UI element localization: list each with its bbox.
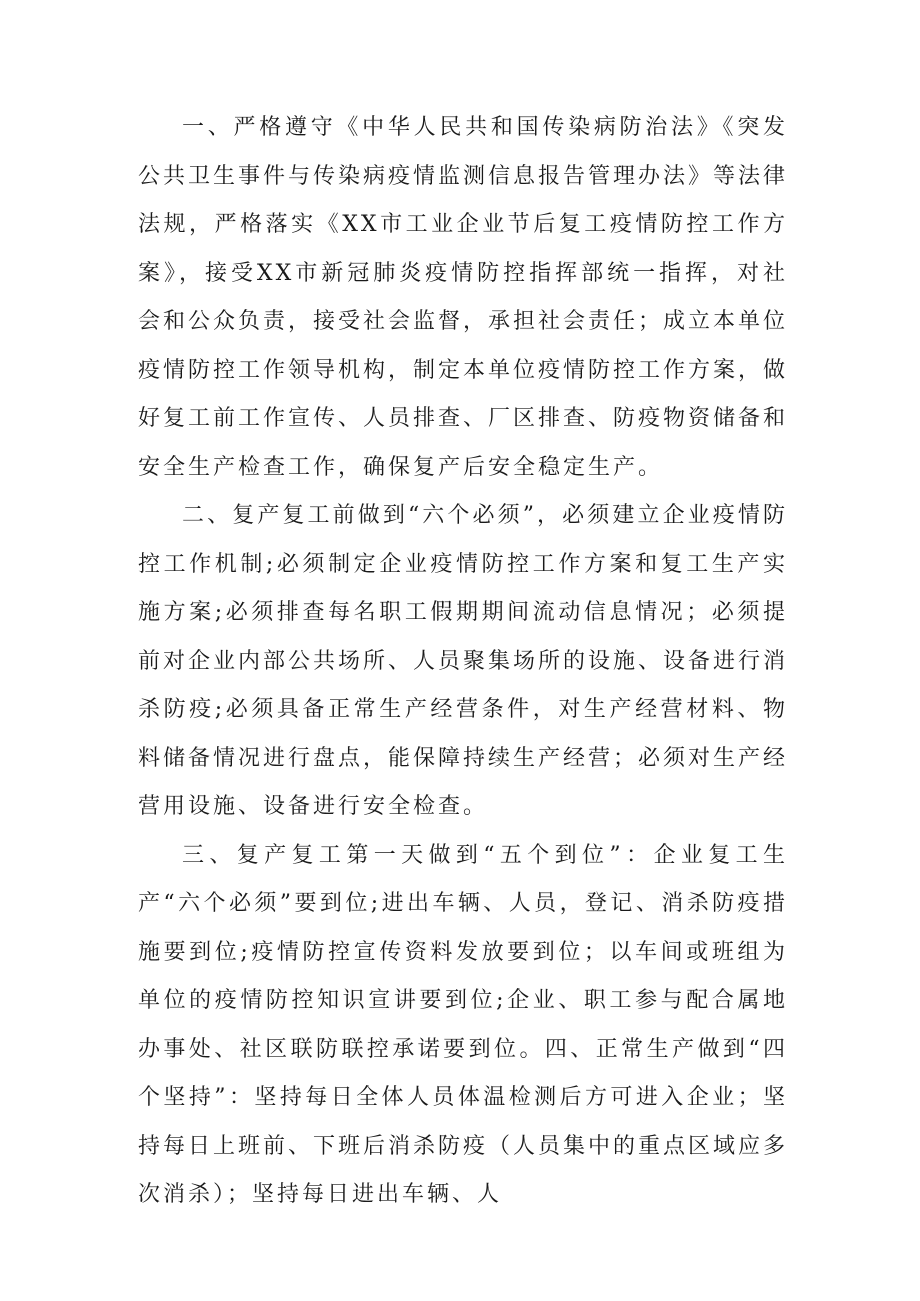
document-body [138,104,788,1220]
paragraph-1: 一、严格遵守《中华人民共和国传染病防治法》《突发公共卫生事件与传染病疫情监测信息报告管理办法》等法律法规，严格落实《XX市工业企业节后复工疫情防控工作方案》，接受XX市新冠肺炎疫情防控指挥部统一指挥，对社会和公众负责，接受社会监督，承担社会责任；成立本单位疫情防控工作领导机构，制定本单位疫情防控工作方案，做好复工前工作宣传、人员排查、厂区排查、防疫物资储备和安全生产检查工作，确保复产后安全稳定生产。 [138,115,789,480]
paragraph-2: 二、复产复工前做到“六个必须”，必须建立企业疫情防控工作机制;必须制定企业疫情防控工作方案和复工生产实施方案;必须排查每名职工假期期间流动信息情况；必须提前对企业内部公共场所、人员聚集场所的设施、设备进行消杀防疫;必须具备正常生产经营条件，对生产经营材料、物料储备情况进行盘点，能保障持续生产经营；必须对生产经营用设施、设备进行安全检查。 [138,503,789,819]
paragraph-3: 三、复产复工第一天做到“五个到位”：企业复工生产“六个必须”要到位;进出车辆、人员，登记、消杀防疫措施要到位;疫情防控宣传资料发放要到位；以车间或班组为单位的疫情防控知识宣讲要到位;企业、职工参与配合属地办事处、社区联防联控承诺要到位。四、正常生产做到“四个坚持”：坚持每日全体人员体温检测后方可进入企业；坚持每日上班前、下班后消杀防疫（人员集中的重点区域应多次消杀）；坚持每日进出车辆、人 [138,842,789,1207]
